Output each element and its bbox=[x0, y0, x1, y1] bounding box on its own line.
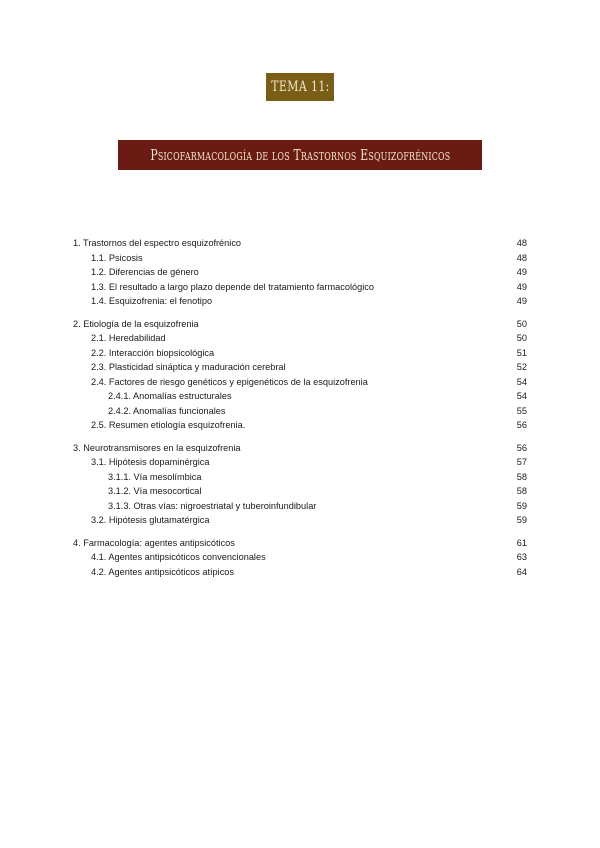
toc-entry[interactable] bbox=[73, 360, 527, 375]
toc-entry-page[interactable]: 48 bbox=[516, 238, 527, 248]
toc-entry-label[interactable]: 1.1. Psicosis bbox=[91, 252, 143, 263]
toc-entry-page[interactable]: 52 bbox=[516, 362, 527, 372]
toc-entry-label[interactable]: 4.2. Agentes antipsicóticos atípicos bbox=[91, 566, 235, 577]
toc-entry[interactable] bbox=[73, 565, 527, 580]
toc-entry-label[interactable]: 2.4. Factores de riesgo genéticos y epigenéticos de la esquizofrenia bbox=[91, 376, 368, 387]
toc-entry-page[interactable]: 54 bbox=[516, 391, 527, 401]
toc-entry-label[interactable]: 4. Farmacología: agentes antipsicóticos bbox=[73, 537, 235, 548]
toc-entry-page[interactable]: 59 bbox=[516, 500, 527, 511]
toc-entry[interactable] bbox=[73, 484, 527, 499]
toc-entry-label[interactable]: 2.1. Heredabilidad bbox=[91, 333, 166, 343]
toc-entry[interactable] bbox=[73, 251, 527, 266]
toc-entry[interactable] bbox=[73, 513, 527, 528]
toc-entry-page[interactable]: 49 bbox=[516, 267, 527, 277]
toc-entry-page[interactable]: 61 bbox=[516, 537, 527, 548]
toc-entry[interactable] bbox=[73, 294, 527, 309]
toc-entry-label[interactable]: 2.4.1. Anomalías estructurales bbox=[108, 391, 232, 401]
toc-entry-page[interactable]: 63 bbox=[516, 552, 527, 562]
toc-entry-label[interactable]: 1.4. Esquizofrenia: el fenotipo bbox=[91, 296, 213, 306]
toc-entry-label[interactable]: 3.2. Hipótesis glutamatérgica bbox=[91, 515, 210, 525]
toc-entry-label[interactable]: 2. Etiología de la esquizofrenia bbox=[73, 318, 199, 329]
chapter-title-banner bbox=[118, 140, 482, 170]
toc-entry-page[interactable]: 49 bbox=[516, 296, 527, 306]
toc-entry-page[interactable]: 49 bbox=[516, 281, 527, 292]
toc-entry[interactable] bbox=[73, 550, 527, 565]
toc-entry-page[interactable]: 50 bbox=[516, 333, 527, 343]
toc-entry-label[interactable]: 2.3. Plasticidad sináptica y maduración cerebral bbox=[91, 362, 286, 372]
toc-entry[interactable] bbox=[73, 346, 527, 361]
toc-entry-label[interactable]: 2.2. Interacción biopsicológica bbox=[91, 347, 215, 358]
toc-entry-page[interactable]: 55 bbox=[516, 405, 527, 416]
toc-entry[interactable] bbox=[73, 536, 527, 551]
toc-entry-label[interactable]: 1.2. Diferencias de género bbox=[91, 267, 199, 277]
toc-entry-page[interactable]: 57 bbox=[516, 457, 527, 467]
toc-entry[interactable] bbox=[73, 236, 527, 251]
tema-label: TEMA 11: bbox=[270, 79, 330, 95]
toc-entry-page[interactable]: 64 bbox=[516, 566, 527, 577]
toc-entry[interactable] bbox=[73, 317, 527, 332]
toc-entry[interactable] bbox=[73, 418, 527, 433]
toc-entry[interactable] bbox=[73, 455, 527, 470]
toc-entry-page[interactable]: 54 bbox=[516, 376, 527, 387]
toc-entry[interactable] bbox=[73, 499, 527, 514]
toc-entry-label[interactable]: 1.3. El resultado a largo plazo depende del tratamiento farmacológico bbox=[91, 281, 374, 292]
toc-entry[interactable] bbox=[73, 265, 527, 280]
toc-entry-label[interactable]: 3. Neurotransmisores en la esquizofrenia bbox=[73, 442, 241, 453]
chapter-title: Psicofarmacología de los Trastornos Esquizofrénicos bbox=[149, 146, 451, 164]
table-of-contents bbox=[73, 236, 527, 579]
toc-entry-page[interactable]: 59 bbox=[516, 515, 527, 525]
toc-entry-label[interactable]: 2.5. Resumen etiología esquizofrenia. bbox=[91, 420, 246, 430]
toc-entry-page[interactable]: 56 bbox=[516, 420, 527, 430]
toc-entry-label[interactable]: 3.1. Hipótesis dopaminérgica bbox=[91, 457, 210, 467]
toc-entry-page[interactable]: 58 bbox=[516, 471, 527, 482]
toc-entry[interactable] bbox=[73, 331, 527, 346]
toc-entry-label[interactable]: 3.1.1. Vía mesolímbica bbox=[108, 471, 202, 482]
toc-entry-label[interactable]: 3.1.3. Otras vías: nigroestriatal y tuberoinfundibular bbox=[108, 500, 317, 511]
toc-entry[interactable] bbox=[73, 280, 527, 295]
tema-banner bbox=[266, 73, 334, 101]
toc-entry-page[interactable]: 50 bbox=[516, 318, 527, 329]
toc-entry[interactable] bbox=[73, 470, 527, 485]
toc-entry-page[interactable]: 56 bbox=[516, 442, 527, 453]
toc-entry-label[interactable]: 1. Trastornos del espectro esquizofrénico bbox=[73, 238, 242, 248]
toc-entry[interactable] bbox=[73, 441, 527, 456]
toc-entry-label[interactable]: 3.1.2. Vía mesocortical bbox=[108, 486, 202, 496]
toc-entry[interactable] bbox=[73, 404, 527, 419]
toc-entry-page[interactable]: 48 bbox=[516, 252, 527, 263]
toc-entry-label[interactable]: 4.1. Agentes antipsicóticos convencionales bbox=[91, 552, 266, 562]
toc-entry-page[interactable]: 58 bbox=[516, 486, 527, 496]
toc-entry-page[interactable]: 51 bbox=[516, 347, 527, 358]
toc-entry-label[interactable]: 2.4.2. Anomalías funcionales bbox=[108, 405, 226, 416]
toc-entry[interactable] bbox=[73, 389, 527, 404]
toc-entry[interactable] bbox=[73, 375, 527, 390]
